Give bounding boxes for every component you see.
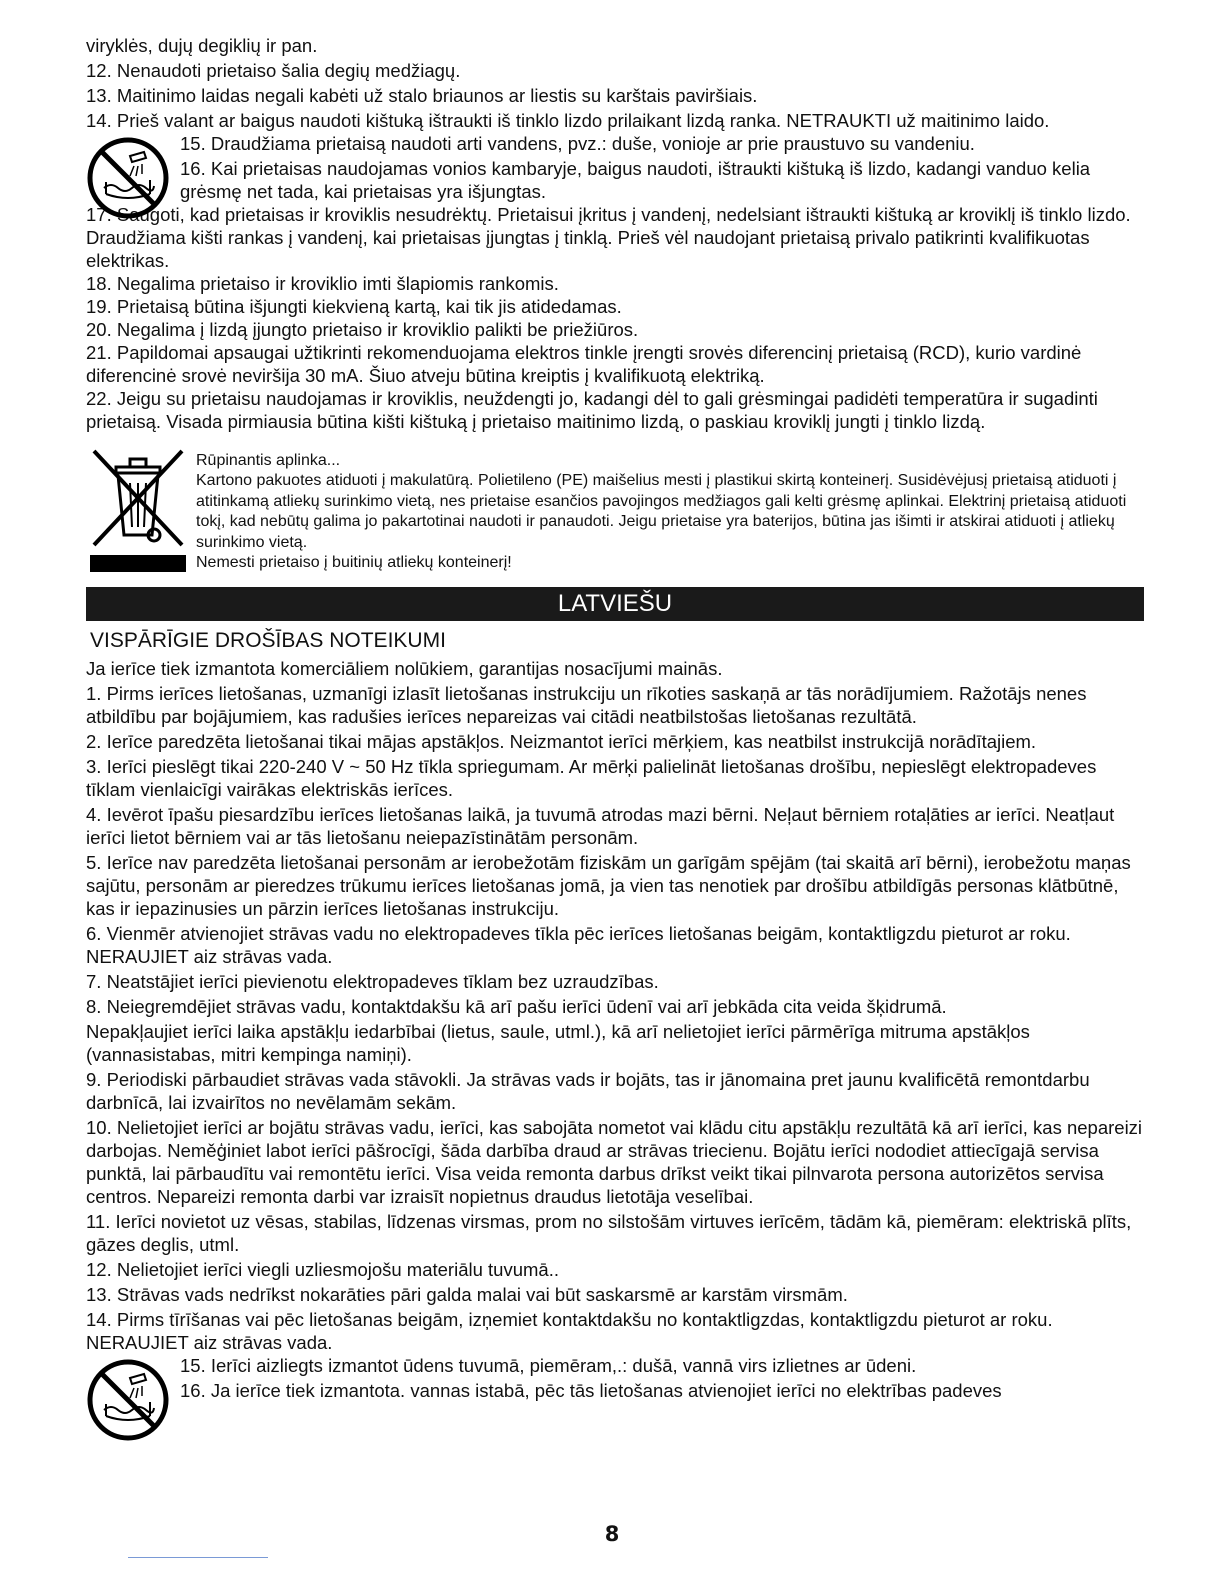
lv-item-6: 6. Vienmēr atvienojiet strāvas vadu no elektropadeves tīkla pēc ierīces lietošanas beigām, kontaktligzdu pieturot ar roku. NERAUJIET aiz strāvas vada. — [86, 923, 1071, 967]
lt-water-warning-block — [86, 132, 1144, 203]
lt-item-18: 18. Negalima prietaiso ir kroviklio imti šlapiomis rankomis. — [86, 273, 559, 294]
lv-item-5: 5. Ierīce nav paredzēta lietošanai personām ar ierobežotām fiziskām un garīgām spējām (tai skaitā arī bērni), ierobežotu maņas sajūtu, personām ar pieredzes trūkumu ierīces lietošanas jomā, ja vien tas nenotiek par drošību atbildīgās personas klātbūtnē, kas ir iepazinusies un pārzin ierīces lietošanas instrukciju. — [86, 852, 1131, 919]
lt-item-19: 19. Prietaisą būtina išjungti kiekvieną kartą, kai tik jis atidedamas. — [86, 296, 622, 317]
env-body: Kartono pakuotes atiduoti į makulatūrą. Polietileno (PE) maišelius mesti į plastikui skirtą konteinerį. Susidėvėjusį prietaisą atiduoti į atitinkamą atliekų surinkimo vietą, nes prietaise esančios pavojingos medžiagos gali kelti grėsmę aplinkai. Elektrinį prietaisą atiduoti tokį, kad nebūtų galima jo pakartotinai naudoti ir panaudoti. Jeigu prietaise yra baterijos, būtina jas išimti ir atskirai atiduoti į atliekų surinkimo vietą. — [196, 472, 1127, 551]
lt-item-14: 14. Prieš valant ar baigus naudoti kištuką ištraukti iš tinklo lizdo prilaikant lizdą ranka. NETRAUKTI už maitinimo laido. — [86, 110, 1050, 131]
language-section-header: LATVIEŠU — [86, 587, 1144, 621]
lv-item-4: 4. Ievērot īpašu piesardzību ierīces lietošanas laikā, ja tuvumā atrodas mazi bērni. Neļaut bērniem rotaļāties ar ierīci. Neatļaut ierīci lietot bērniem vai ar tās lietošanu neiepazīstinātām personām. — [86, 804, 1115, 848]
no-water-use-icon — [86, 1358, 170, 1442]
lt-continuation: viryklės, dujų degiklių ir pan. — [86, 35, 318, 56]
lv-item-13: 13. Strāvas vads nedrīkst nokarāties pāri galda malai vai būt saskarsmē ar karstām virsmām. — [86, 1284, 848, 1305]
lv-item-9: 9. Periodiski pārbaudiet strāvas vada stāvokli. Ja strāvas vads ir bojāts, tas ir jānomaina pret jaunu kvalificētā remontdarbu darbnīcā, lai izvairītos no nevēlamām sekām. — [86, 1069, 1090, 1113]
lt-item-13: 13. Maitinimo laidas negali kabėti už stalo briaunos ar liestis su karštais paviršiais. — [86, 85, 758, 106]
environment-notice — [86, 447, 1144, 575]
lv-water-warning-block — [86, 1354, 1144, 1402]
lv-item-2: 2. Ierīce paredzēta lietošanai tikai mājas apstākļos. Neizmantot ierīci mērķiem, kas neatbilst instrukcijā norādītajiem. — [86, 731, 1037, 752]
lt-item-21: 21. Papildomai apsaugai užtikrinti rekomenduojama elektros tinkle įrengti srovės diferencinį prietaisą (RCD), kurio vardinė diferencinė srovė neviršija 30 mA. Šiuo atveju būtina kreiptis į kvalifikuotą elektriką. — [86, 342, 1082, 386]
lv-item-10: 10. Nelietojiet ierīci ar bojātu strāvas vadu, ierīci, kas sabojāta nometot vai klādu citu apstākļu rezultātā kā arī ierīci, kas nepareizi darbojas. Neměģiniet labot ierīci pāšrocīgi, šāda darbība draud ar strāvas triecienu. Bojātu ierīci nododiet attiecīgajā servisa punktā, lai pārbaudītu vai remontētu ierīci. Visa veida remonta darbus drīkst veikt tikai pilnvarota persona autorizētos servisa centros. Nepareizi remonta darbi var izraisīt nopietnus draudus lietotāja veselībai. — [86, 1117, 1143, 1207]
lt-item-22: 22. Jeigu su prietaisu naudojamas ir kroviklis, neuždengti jo, kadangi dėl to gali grėsmingai padidėti temperatūra ir sugadinti prietaisą. Visada pirmiausia būtina kišti kištuką į prietaiso maitinimo lizdą, o paskiau kroviklį jungti į tinklo lizdą. — [86, 388, 1098, 432]
manual-page — [86, 34, 1144, 1402]
lv-intro: Ja ierīce tiek izmantota komerciāliem nolūkiem, garantijas nosacījumi mainās. — [86, 658, 723, 679]
footer-underline — [128, 1557, 268, 1558]
lt-item-16: 16. Kai prietaisas naudojamas vonios kambaryje, baigus naudoti, ištraukti kištuką iš lizdo, kadangi vanduo kelia grėsmę net tada, kai prietaisas yra išjungtas. — [180, 158, 1091, 202]
environment-text — [196, 451, 1136, 573]
lv-item-8-continued: Nepakļaujiet ierīci laika apstākļu iedarbībai (lietus, saule, utml.), kā arī nelietojiet ierīci pārmērīga mitruma apstākļos (vannasistabas, mitri kempinga namiņi). — [86, 1021, 1030, 1065]
lt-item-15: 15. Draudžiama prietaisą naudoti arti vandens, pvz.: duše, vonioje ar prie praustuvo su vandeniu. — [180, 133, 975, 154]
env-title: Rūpinantis aplinka... — [196, 452, 341, 469]
lt-item-20: 20. Negalima į lizdą įjungto prietaiso ir kroviklio palikti be priežiūros. — [86, 319, 639, 340]
lt-item-12: 12. Nenaudoti prietaiso šalia degių medžiagų. — [86, 60, 461, 81]
no-water-use-icon — [86, 136, 170, 220]
lv-item-16: 16. Ja ierīce tiek izmantota. vannas istabā, pēc tās lietošanas atvienojiet ierīci no elektrības padeves — [180, 1380, 1002, 1401]
bin-underline-bar — [90, 555, 186, 572]
lv-item-12: 12. Nelietojiet ierīci viegli uzliesmojošu materiālu tuvumā.. — [86, 1259, 559, 1280]
lv-item-1: 1. Pirms ierīces lietošanas, uzmanīgi izlasīt lietošanas instrukciju un rīkoties saskaņā ar tās norādījumiem. Ražotājs nenes atbildību par bojājumiem, kas radušies ierīces nepareizas vai citādi neatbilstošas lietošanas rezultātā. — [86, 683, 1087, 727]
lv-item-15: 15. Ierīci aizliegts izmantot ūdens tuvumā, piemēram,.: dušā, vannā virs izlietnes ar ūdeni. — [180, 1355, 917, 1376]
page-number: 8 — [604, 1522, 620, 1546]
lv-item-7: 7. Neatstājiet ierīci pievienotu elektropadeves tīklam bez uzraudzības. — [86, 971, 659, 992]
crossed-out-wheelie-bin-icon — [86, 447, 190, 549]
lv-item-11: 11. Ierīci novietot uz vēsas, stabilas, līdzenas virsmas, prom no silstošām virtuves ierīcēm, tādām kā, piemēram: elektriskā plīts, gāzes deglis, utml. — [86, 1211, 1132, 1255]
lv-item-3: 3. Ierīci pieslēgt tikai 220-240 V ~ 50 Hz tīkla spriegumam. Ar mērķi palielināt lietošanas drošību, nepieslēgt elektropadeves tīklam vienlaicīgi vairākas elektriskās ierīces. — [86, 756, 1097, 800]
lt-item-17: 17. Saugoti, kad prietaisas ir kroviklis nesudrėktų. Prietaisui įkritus į vandenį, nedelsiant ištraukti kištuką ar kroviklį iš tinklo lizdo. Draudžiama kišti rankas į vandenį, kai prietaisas įjungtas į tinklą. Prieš vėl naudojant prietaisą privalo patikrinti kvalifikuotas elektrikas. — [86, 204, 1131, 271]
lv-item-14: 14. Pirms tīrīšanas vai pēc lietošanas beigām, izņemiet kontaktdakšu no kontaktligzdas, kontaktligzdu pieturot ar roku. NERAUJIET aiz strāvas vada. — [86, 1309, 1053, 1353]
lv-item-8: 8. Neiegremdējiet strāvas vadu, kontaktdakšu kā arī pašu ierīci ūdenī vai arī jebkāda cita veida šķidrumā. — [86, 996, 947, 1017]
section-heading: VISPĀRĪGIE DROŠĪBAS NOTEIKUMI — [90, 629, 446, 652]
env-warning: Nemesti prietaiso į buitinių atliekų konteinerį! — [196, 554, 512, 572]
